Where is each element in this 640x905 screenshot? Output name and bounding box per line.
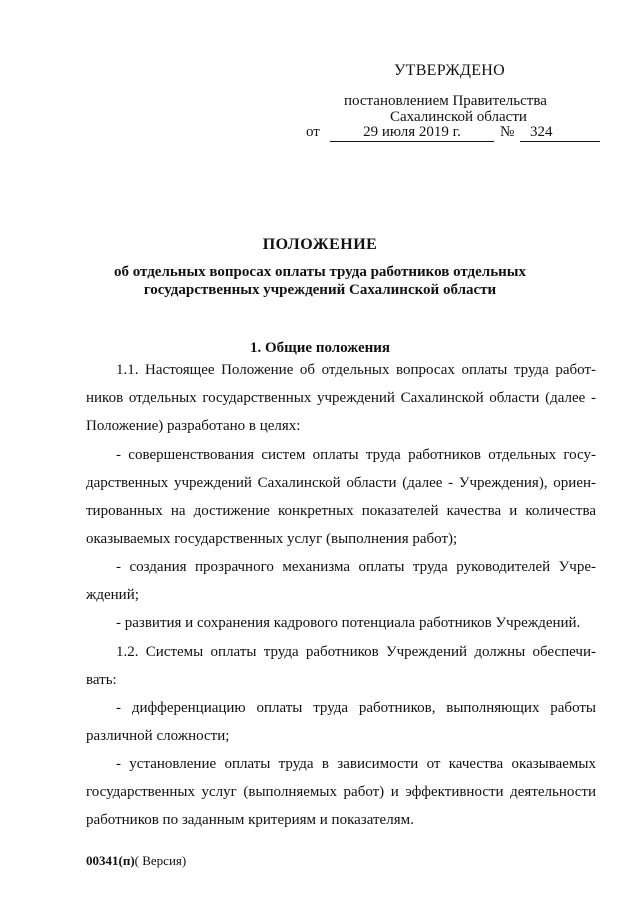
- paragraph-line: - дифференциацию оплаты труда работников, выполняющих работы: [116, 700, 596, 716]
- paragraph-line: государственных услуг (выполняемых работ) и эффективности деятельности: [86, 784, 596, 800]
- paragraph-line: Положение) разработано в целях:: [86, 418, 301, 434]
- paragraph-line: вать:: [86, 672, 117, 688]
- document-version: ( Версия): [134, 853, 187, 868]
- document-title: ПОЛОЖЕНИЕ: [262, 236, 378, 253]
- paragraph-line: - создания прозрачного механизма оплаты труда руководителей Учре-: [116, 559, 596, 575]
- approval-date: 29 июля 2019 г.: [330, 124, 494, 142]
- paragraph-line: 1.1. Настоящее Положение об отдельных вопросах оплаты труда работ-: [116, 362, 596, 378]
- paragraph-line: дарственных учреждений Сахалинской области (далее - Учреждения), ориен-: [86, 475, 596, 491]
- paragraph-line: работников по заданным критериям и показателям.: [86, 812, 414, 828]
- paragraph-line: ждений;: [86, 587, 139, 603]
- paragraph-line: - установление оплаты труда в зависимости от качества оказываемых: [116, 756, 596, 772]
- paragraph-line: тированных на достижение конкретных показателей качества и количества: [86, 503, 596, 519]
- paragraph-line: - развития и сохранения кадрового потенциала работников Учреждений.: [116, 615, 581, 631]
- paragraph-line: различной сложности;: [86, 728, 230, 744]
- document-code: 00341(п): [86, 853, 135, 868]
- document-subtitle-line-1: об отдельных вопросах оплаты труда работников отдельных: [113, 264, 527, 280]
- document-subtitle-line-2: государственных учреждений Сахалинской области: [143, 282, 497, 298]
- paragraph-line: ников отдельных государственных учреждений Сахалинской области (далее -: [86, 390, 596, 406]
- paragraph-line: - совершенствования систем оплаты труда работников отдельных госу-: [116, 447, 596, 463]
- paragraph-line: 1.2. Системы оплаты труда работников Учреждений должны обеспечи-: [116, 644, 596, 660]
- from-label: от: [306, 124, 320, 140]
- approval-number: 324: [520, 124, 600, 142]
- approval-title: УТВЕРЖДЕНО: [394, 62, 506, 79]
- document-footer: [86, 853, 186, 869]
- number-label: №: [500, 124, 515, 140]
- approval-date-row: [306, 124, 606, 144]
- section-title: 1. Общие положения: [249, 340, 391, 356]
- paragraph-line: оказываемых государственных услуг (выполнения работ);: [86, 531, 458, 547]
- approval-line-1: постановлением Правительства: [344, 93, 547, 109]
- approval-line-2: Сахалинской области: [390, 109, 527, 125]
